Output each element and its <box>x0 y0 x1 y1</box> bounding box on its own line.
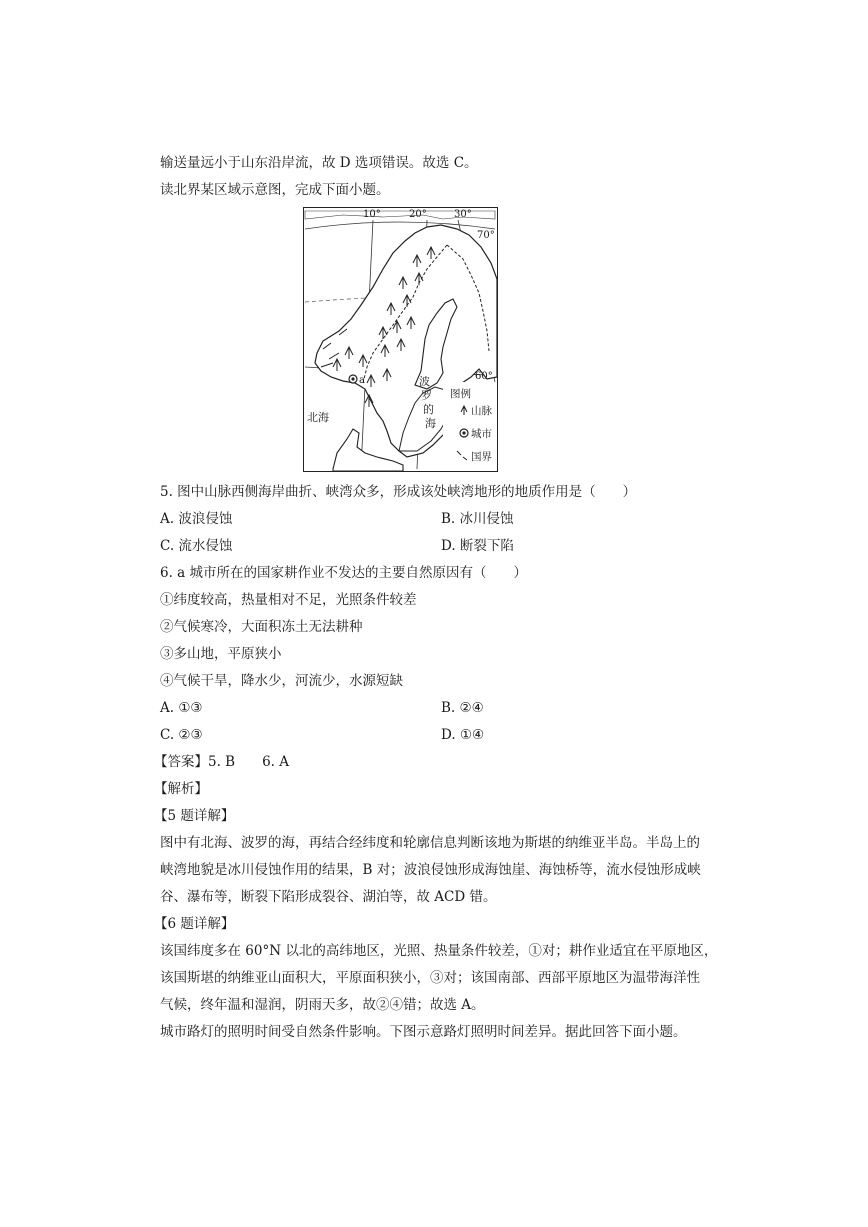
lat-60-label: 60° <box>475 371 493 382</box>
explanation-6-line: 该国斯堪的纳维亚山面积大，平原面积狭小，③对；该国南部、西部平原地区为温带海洋性 <box>160 970 700 986</box>
scandinavia-map <box>303 207 498 472</box>
answer-line: 【答案】5. B 6. A <box>154 754 290 770</box>
map-svg <box>303 207 498 472</box>
option-5a: A. 波浪侵蚀 <box>160 511 233 527</box>
explanation-5-line: 谷、瀑布等，断裂下陷形成裂谷、湖泊等，故 ACD 错。 <box>160 889 497 905</box>
detail-6-heading: 【6 题详解】 <box>154 916 235 932</box>
detail-5-heading: 【5 题详解】 <box>154 808 235 824</box>
reason-1: ①纬度较高，热量相对不足，光照条件较差 <box>160 592 417 608</box>
text-line: 读北界某区域示意图，完成下面小题。 <box>160 182 390 198</box>
city-a-label: a <box>359 375 365 386</box>
lon-20-label: 20° <box>409 209 427 220</box>
reason-4: ④气候干旱，降水少，河流少，水源短缺 <box>160 673 403 689</box>
legend-title: 图例 <box>450 388 471 400</box>
legend-city-label: 城市 <box>471 428 492 440</box>
lon-10-label: 10° <box>363 209 381 220</box>
city-a-dot <box>351 377 354 380</box>
analysis-heading: 【解析】 <box>154 781 208 797</box>
option-6a: A. ①③ <box>160 700 203 716</box>
question-6: 6. a 城市所在的国家耕作业不发达的主要自然原因有（ ） <box>160 565 528 581</box>
baltic-label-1: 波 <box>419 375 430 388</box>
baltic-label-2: 罗 <box>421 389 432 402</box>
closing-line: 城市路灯的照明时间受自然条件影响。下图示意路灯照明时间差异。据此回答下面小题。 <box>160 1024 687 1040</box>
option-5c: C. 流水侵蚀 <box>160 538 233 554</box>
option-6c: C. ②③ <box>160 727 203 743</box>
explanation-6-line: 该国纬度多在 60°N 以北的高纬地区，光照、热量条件较差，①对；耕作业适宜在平原地区， <box>160 943 718 959</box>
option-6d: D. ①④ <box>441 727 485 743</box>
question-5: 5. 图中山脉西侧海岸曲折、峡湾众多，形成该处峡湾地形的地质作用是（ ） <box>160 484 637 500</box>
reason-2: ②气候寒冷，大面积冻土无法耕种 <box>160 619 363 635</box>
north-sea-label: 北海 <box>307 411 329 424</box>
explanation-5-line: 图中有北海、波罗的海，再结合经纬度和轮廓信息判断该地为斯堪的纳维亚半岛。半岛上的 <box>160 835 700 851</box>
option-5b: B. 冰川侵蚀 <box>441 511 514 527</box>
lat-70-label: 70° <box>477 230 495 241</box>
option-6b: B. ②④ <box>441 700 484 716</box>
legend-mountain-label: 山脉 <box>471 405 492 417</box>
explanation-5-line: 峡湾地貌是冰川侵蚀作用的结果，B 对；波浪侵蚀形成海蚀崖、海蚀桥等，流水侵蚀形成峡 <box>160 862 701 878</box>
explanation-6-line: 气候，终年温和湿润，阴雨天多，故②④错；故选 A。 <box>160 997 485 1013</box>
option-5d: D. 断裂下陷 <box>441 538 514 554</box>
baltic-label-3: 的 <box>423 403 434 416</box>
parallel-70 <box>305 222 495 229</box>
baltic-label-4: 海 <box>425 417 436 430</box>
lon-30-label: 30° <box>454 209 472 220</box>
reason-3: ③多山地，平原狭小 <box>160 646 282 662</box>
legend-border-label: 国界 <box>471 451 492 463</box>
text-line: 输送量远小于山东沿岸流，故 D 选项错误。故选 C。 <box>160 155 478 171</box>
